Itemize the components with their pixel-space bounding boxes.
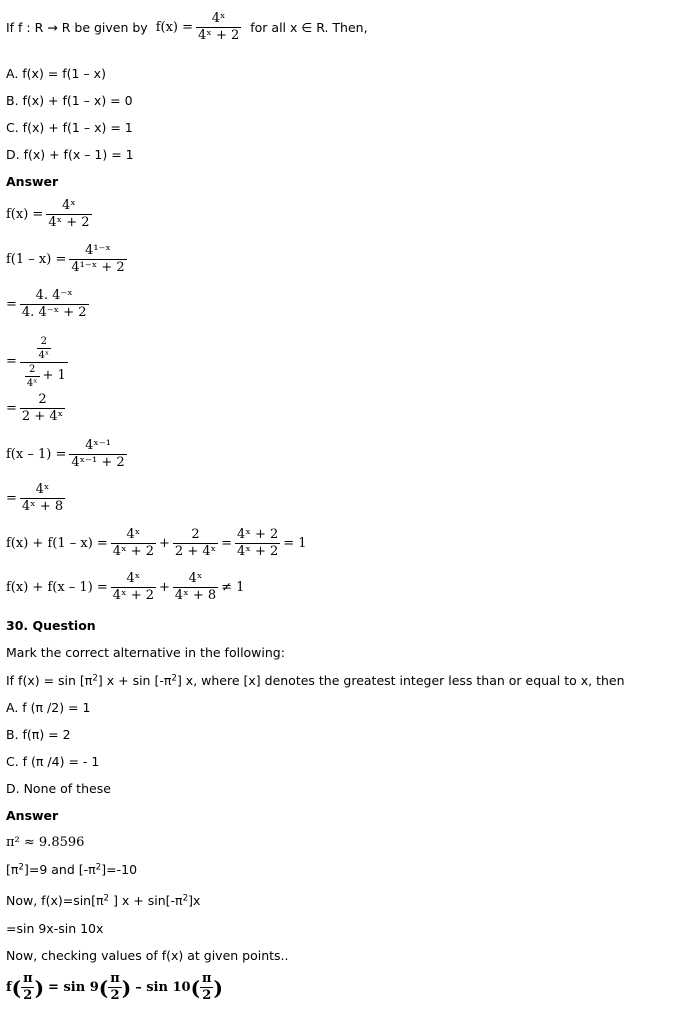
step-8-frac-a — [111, 528, 156, 560]
step-7-fraction — [20, 483, 65, 515]
last-frac-2-den: 2 — [110, 988, 120, 1004]
last-frac-1-num: π — [23, 971, 33, 986]
floor-part-b: ]=9 and [-π — [23, 862, 96, 877]
intro-lhs: f(x) = — [155, 20, 194, 36]
step-9-lhs: f(x) + f(x – 1) = — [6, 580, 108, 596]
step-9-frac-a-num: 4ˣ — [126, 571, 141, 586]
last-paren-open-1: ( — [11, 975, 22, 1000]
step-9-frac-b — [173, 572, 218, 604]
last-frac-1 — [21, 972, 35, 1004]
step-1-num: 4ˣ — [62, 198, 76, 213]
step-9-plus: + — [159, 580, 170, 596]
last-frac-2 — [108, 972, 122, 1004]
step-4-lhs: = — [6, 354, 17, 369]
step-9-frac-b-den: 4ˣ + 8 — [174, 588, 217, 604]
step-4-num-frac-n: 2 — [40, 336, 48, 347]
step-1 — [6, 199, 95, 231]
step-5-fraction — [20, 393, 65, 425]
step-9-result: ≠ 1 — [221, 580, 245, 596]
q30-title: 30. Question — [6, 618, 96, 633]
q30-last-formula — [6, 972, 223, 1004]
step-9 — [6, 572, 244, 604]
last-paren-close-1: ) — [34, 975, 45, 1000]
step-2-lhs: f(1 – x) = — [6, 252, 67, 268]
step-4-den-plus: + 1 — [42, 368, 66, 384]
q30-now-fx — [6, 893, 200, 908]
step-8-equals: = — [221, 536, 233, 552]
last-f: f — [6, 980, 12, 996]
step-9-frac-b-num: 4ˣ — [188, 571, 203, 586]
last-paren-open-2: ( — [98, 975, 109, 1000]
last-mid-1: = sin 9 — [48, 980, 99, 996]
step-2-fraction — [69, 244, 126, 276]
q30-option-b: B. f(π) = 2 — [6, 727, 71, 742]
step-9-frac-a — [111, 572, 156, 604]
step-7-num: 4ˣ — [35, 482, 50, 497]
step-2 — [6, 244, 130, 276]
step-8-frac-a-den: 4ˣ + 2 — [112, 544, 155, 560]
q30-stmt-part-a: If f(x) = sin [π — [6, 673, 93, 688]
last-paren-open-3: ( — [190, 975, 201, 1000]
step-9-frac-a-den: 4ˣ + 2 — [112, 588, 155, 604]
step-4-den — [20, 362, 68, 389]
step-3 — [6, 289, 92, 321]
step-1-lhs: f(x) = — [6, 207, 44, 223]
step-6-num: 4ˣ⁻¹ — [85, 438, 111, 453]
now-sup-2: 2 — [182, 893, 189, 904]
step-7-lhs: = — [6, 491, 17, 507]
step-6 — [6, 439, 130, 471]
now-part-c: ]x — [188, 893, 201, 908]
step-2-den: 4¹⁻ˣ + 2 — [71, 260, 125, 276]
q30-stmt-part-c: ] x, where [x] denotes the greatest integer less than or equal to x, then — [176, 673, 625, 688]
q30-instruction: Mark the correct alternative in the following: — [6, 645, 285, 660]
last-frac-3-num: π — [202, 971, 212, 986]
intro-formula — [156, 12, 245, 44]
step-8-frac-b-num: 2 — [191, 527, 200, 542]
last-frac-1-den: 2 — [23, 988, 33, 1004]
option-d: D. f(x) + f(x – 1) = 1 — [6, 147, 134, 162]
q30-stmt-sup-1: 2 — [92, 673, 98, 684]
q30-statement — [6, 673, 625, 688]
option-a: A. f(x) = f(1 – x) — [6, 66, 106, 81]
step-8-result: = 1 — [283, 536, 307, 552]
q30-answer-heading: Answer — [6, 808, 59, 823]
step-6-lhs: f(x – 1) = — [6, 447, 67, 463]
floor-sup-2: 2 — [95, 862, 102, 873]
step-8-frac-c-num: 4ˣ + 2 — [237, 527, 279, 542]
step-4 — [6, 334, 71, 389]
step-1-fraction — [46, 199, 91, 231]
step-7 — [6, 483, 68, 515]
step-8-frac-b-den: 2 + 4ˣ — [174, 544, 217, 560]
step-1-den: 4ˣ + 2 — [48, 215, 90, 231]
step-4-den-frac — [25, 364, 40, 389]
step-8-frac-a-num: 4ˣ — [126, 527, 141, 542]
last-mid-2: – sin 10 — [135, 980, 191, 996]
step-5-den: 2 + 4ˣ — [21, 409, 64, 425]
last-paren-close-2: ) — [121, 975, 132, 1000]
floor-sup-1: 2 — [18, 862, 24, 873]
step-4-num-frac — [37, 336, 52, 361]
step-8-frac-c — [235, 528, 280, 560]
intro-tail: for all x ∈ R. Then, — [250, 20, 368, 36]
q30-option-d: D. None of these — [6, 781, 111, 796]
q29-intro — [6, 12, 368, 44]
step-6-den: 4ˣ⁻¹ + 2 — [71, 455, 125, 471]
answer-heading: Answer — [6, 174, 59, 189]
step-4-den-frac-n: 2 — [29, 364, 36, 375]
q30-option-a: A. f (π /2) = 1 — [6, 700, 91, 715]
q30-simplified: =sin 9x-sin 10x — [6, 921, 104, 936]
step-8 — [6, 528, 307, 560]
q30-stmt-part-b: ] x + sin [-π — [97, 673, 172, 688]
step-8-frac-b — [173, 528, 218, 560]
step-8-frac-c-den: 4ˣ + 2 — [237, 544, 279, 560]
intro-text: If f : R → R be given by — [6, 20, 148, 36]
last-frac-3-den: 2 — [202, 988, 212, 1004]
intro-fraction — [196, 12, 241, 44]
option-b: B. f(x) + f(1 – x) = 0 — [6, 93, 133, 108]
q30-checking: Now, checking values of f(x) at given points.. — [6, 948, 289, 963]
step-4-den-frac-d: 4ˣ — [26, 378, 38, 389]
q30-option-c: C. f (π /4) = - 1 — [6, 754, 100, 769]
step-2-num: 4¹⁻ˣ — [85, 243, 111, 258]
now-sup-1: 2 — [103, 893, 110, 904]
step-6-fraction — [69, 439, 126, 471]
option-c: C. f(x) + f(1 – x) = 1 — [6, 120, 133, 135]
intro-numerator: 4ˣ — [211, 11, 226, 26]
step-3-fraction — [20, 289, 89, 321]
now-part-b: ] x + sin[-π — [109, 893, 183, 908]
step-8-lhs: f(x) + f(1 – x) = — [6, 536, 108, 552]
step-3-den: 4. 4⁻ˣ + 2 — [21, 305, 87, 321]
q30-approx: π² ≈ 9.8596 — [6, 835, 85, 850]
floor-part-c: ]=-10 — [101, 862, 138, 877]
step-4-num — [32, 334, 57, 362]
step-5-lhs: = — [6, 401, 17, 417]
step-4-num-frac-d: 4ˣ — [38, 350, 50, 361]
step-3-lhs: = — [6, 297, 17, 313]
step-7-den: 4ˣ + 8 — [21, 499, 64, 515]
last-paren-close-3: ) — [213, 975, 224, 1000]
step-3-num: 4. 4⁻ˣ — [35, 288, 73, 303]
step-5 — [6, 393, 68, 425]
floor-part-a: [π — [6, 862, 19, 877]
now-part-a: Now, f(x)=sin[π — [6, 893, 104, 908]
intro-denominator: 4ˣ + 2 — [198, 28, 240, 44]
last-frac-3 — [200, 972, 214, 1004]
q30-floor-values — [6, 862, 137, 877]
step-4-fraction — [20, 334, 68, 389]
last-frac-2-num: π — [110, 971, 120, 986]
step-8-plus: + — [159, 536, 170, 552]
step-5-num: 2 — [38, 392, 47, 407]
q30-stmt-sup-2: 2 — [171, 673, 177, 684]
